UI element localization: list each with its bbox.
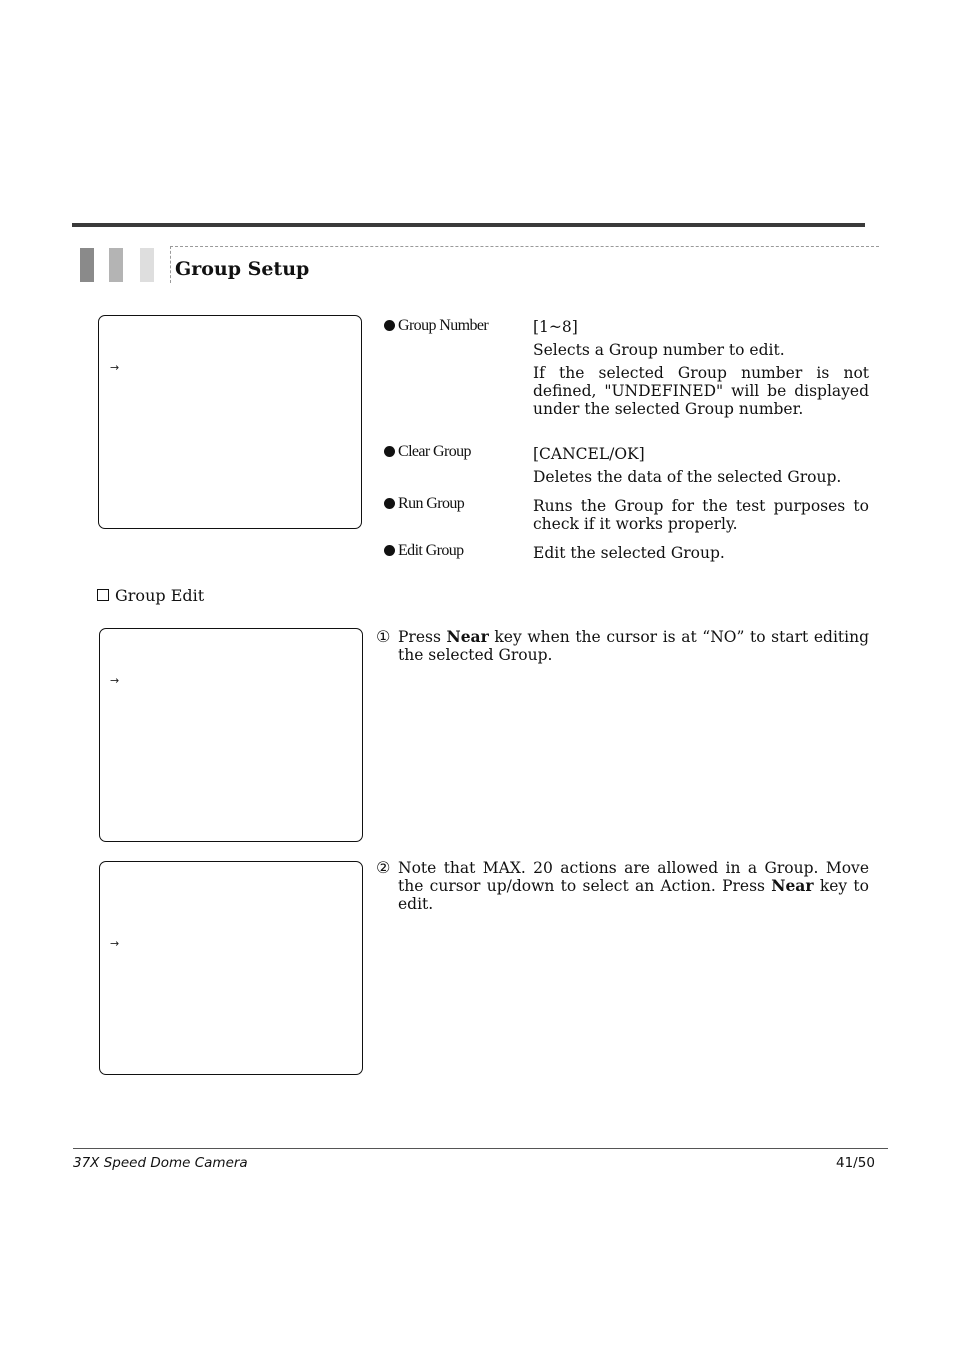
section-marker-light <box>140 248 154 282</box>
setting-term-edit-group: Edit Group <box>384 542 464 560</box>
key-name: Near <box>446 627 489 646</box>
arrow-right-icon: → <box>110 361 120 374</box>
footer-product-name: 37X Speed Dome Camera <box>73 1155 248 1171</box>
section-marker-mid <box>109 248 123 282</box>
header-rule <box>72 223 865 227</box>
footer-rule <box>73 1148 888 1149</box>
setting-desc-clear-group: [CANCEL/OK] Deletes the data of the selected Group. <box>533 445 842 486</box>
setting-term-group-number: Group Number <box>384 317 488 335</box>
setting-desc-group-number: [1~8] Selects a Group number to edit. If the selected Group number is not defined, "UNDEFINED" will be displayed under the selected Group number. <box>533 318 869 418</box>
setting-desc-edit-group: Edit the selected Group. <box>533 544 725 562</box>
step-number-1: ① <box>376 627 391 646</box>
bullet-icon <box>384 545 395 556</box>
bullet-icon <box>384 446 395 457</box>
osd-screen-action-list <box>99 861 363 1075</box>
step-number-2: ② <box>376 858 391 877</box>
setting-desc-run-group: Runs the Group for the test purposes to check if it works properly. <box>533 497 869 533</box>
key-name: Near <box>771 876 814 895</box>
setting-term-run-group: Run Group <box>384 495 464 513</box>
footer-page-number: 41/50 <box>836 1155 875 1171</box>
arrow-right-icon: → <box>110 674 120 687</box>
section-title: Group Setup <box>175 258 310 280</box>
osd-screen-group-setup <box>98 315 362 529</box>
bullet-icon <box>384 498 395 509</box>
step-text-2: Note that MAX. 20 actions are allowed in a Group. Move the cursor up/down to select an Action. Press Near key to edit. <box>398 859 869 913</box>
setting-term-clear-group: Clear Group <box>384 443 471 461</box>
checkbox-icon <box>97 589 109 601</box>
subsection-title: Group Edit <box>97 586 204 605</box>
section-marker-dark <box>80 248 94 282</box>
arrow-right-icon: → <box>110 937 120 950</box>
bullet-icon <box>384 320 395 331</box>
osd-screen-group-edit <box>99 628 363 842</box>
step-text-1: Press Near key when the cursor is at “NO” to start editing the selected Group. <box>398 627 869 664</box>
